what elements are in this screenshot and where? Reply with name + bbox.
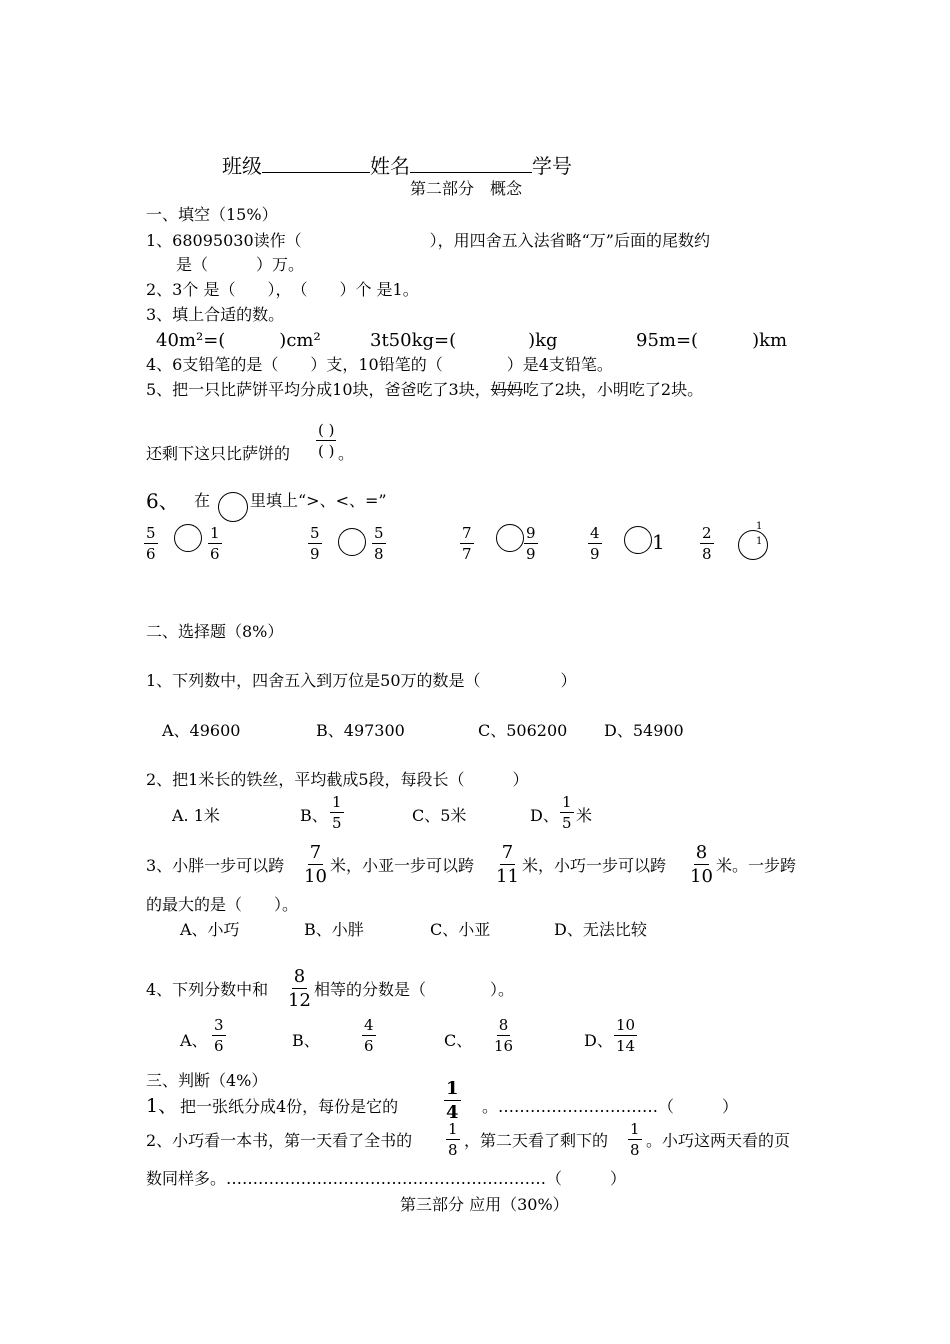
d: 5	[562, 814, 572, 832]
s2-q2: 2、把1米长的铁丝，平均截成5段，每段长（ ）	[146, 770, 529, 789]
d: 8	[448, 1141, 458, 1159]
s2-q4-opt-a-frac	[212, 1018, 226, 1054]
s2-q4-a: 4、下列分数中和	[146, 980, 269, 999]
s3-q2-b: ，第二天看了剩下的	[464, 1131, 609, 1150]
n: 5	[146, 524, 156, 542]
d: 10	[690, 866, 713, 887]
d: 14	[616, 1037, 636, 1055]
class-blank[interactable]	[262, 172, 370, 173]
d: 10	[304, 866, 327, 887]
s3-q1-frac	[444, 1080, 461, 1122]
d: 5	[332, 814, 342, 832]
d: 8	[374, 545, 384, 563]
n: 8	[293, 966, 306, 987]
s1-q5-part-a: 5、把一只比萨饼平均分成10块，爸爸吃了3块，	[146, 380, 491, 399]
s2-q3-frac3	[690, 844, 713, 886]
n: 8	[498, 1016, 509, 1034]
s2-q1-opt-c[interactable]: C、506200	[478, 721, 568, 740]
s2-q4-opt-d-label[interactable]: D、	[584, 1031, 613, 1050]
s2-q2-b-frac	[330, 795, 344, 831]
n: 10	[616, 1016, 636, 1034]
s2-q3-opt-a[interactable]: A、小巧	[180, 920, 240, 939]
s3-q2-c: 。小巧这两天看的页	[646, 1131, 791, 1150]
d: 9	[310, 545, 320, 563]
s1-q5-part-b: 吃了2块，小明吃了2块。	[522, 380, 704, 399]
s1-q3: 3、填上合适的数。	[146, 305, 285, 324]
n: 1	[630, 1120, 640, 1138]
name-label: 姓名	[370, 154, 410, 178]
s2-q4-b: 相等的分数是（ ）。	[314, 980, 515, 999]
s2-q1-opt-b[interactable]: B、497300	[316, 721, 405, 740]
cmp5-circle[interactable]	[738, 530, 768, 560]
s2-q4-opt-b-frac	[362, 1018, 376, 1054]
n: 1	[210, 524, 220, 542]
d: 9	[590, 545, 600, 563]
cmp1-right	[208, 526, 222, 562]
name-blank[interactable]	[410, 172, 532, 173]
s2-q3-line2: 的最大的是（ ）。	[146, 895, 299, 914]
s1-q3-b: 3t50kg=( )kg	[370, 330, 558, 351]
s3-q2-a: 2、小巧看一本书，第一天看了全书的	[146, 1131, 413, 1150]
section3-title: 三、判断（4%）	[146, 1071, 268, 1090]
d: 4	[446, 1102, 459, 1123]
s2-q3-opt-b[interactable]: B、小胖	[304, 920, 364, 939]
s2-q3-frac2	[496, 844, 519, 886]
d: 6	[364, 1037, 374, 1055]
s2-q1: 1、下列数中，四舍五入到万位是50万的数是（ ）	[146, 671, 577, 690]
n: 1	[446, 1078, 459, 1099]
part3-title: 第三部分 应用（30%）	[400, 1195, 569, 1214]
n: 4	[364, 1016, 374, 1034]
cmp1-circle[interactable]	[174, 524, 202, 552]
cmp5-left	[700, 526, 714, 562]
d: 6	[146, 545, 156, 563]
d: 6	[210, 545, 220, 563]
d: 12	[288, 990, 311, 1011]
s1-q5-struck: 妈妈	[490, 380, 523, 399]
cmp4-circle[interactable]	[624, 526, 652, 554]
s3-q1-a: 把一张纸分成4份，每份是它的	[180, 1097, 399, 1116]
n: 9	[526, 524, 536, 542]
d: 8	[630, 1141, 640, 1159]
s3-q1-number: 1、	[146, 1095, 178, 1117]
frac-den: ( )	[318, 442, 335, 460]
s1-q6-text-a: 在	[194, 491, 211, 510]
n: 5	[374, 524, 384, 542]
d: 9	[526, 545, 536, 563]
d: 8	[702, 545, 712, 563]
s2-q2-opt-a[interactable]: A. 1米	[172, 806, 220, 825]
n: 1	[448, 1120, 458, 1138]
s2-q2-d-frac	[560, 795, 574, 831]
s1-q2: 2、3个 是（ ）， （ ）个 是1。	[146, 280, 419, 299]
s1-q5-end: 。	[338, 444, 355, 463]
n: 1	[562, 793, 572, 811]
d: 7	[462, 545, 472, 563]
s2-q4-frac	[288, 968, 311, 1010]
frac-num: ( )	[318, 421, 335, 439]
n: 4	[590, 524, 600, 542]
s2-q3-opt-c[interactable]: C、小亚	[430, 920, 491, 939]
s2-q1-opt-d[interactable]: D、54900	[604, 721, 684, 740]
s1-q5-line1	[146, 377, 703, 400]
n: 5	[310, 524, 320, 542]
cmp3-circle[interactable]	[496, 524, 524, 552]
n: 7	[309, 842, 322, 863]
d: 16	[494, 1037, 514, 1055]
s2-q4-opt-c-label[interactable]: C、	[444, 1031, 473, 1050]
s3-q2-frac2	[628, 1122, 642, 1158]
s2-q4-opt-a-label[interactable]: A、	[180, 1031, 208, 1050]
cmp2-left	[308, 526, 322, 562]
s2-q4-opt-b-label[interactable]: B、	[292, 1031, 320, 1050]
n: 1	[332, 793, 342, 811]
s1-q5-fraction	[316, 423, 336, 459]
n: 8	[695, 842, 708, 863]
s2-q3-frac1	[304, 844, 327, 886]
s1-q1-line2: 是（ ）万。	[176, 255, 305, 274]
class-name-id-header	[222, 150, 572, 179]
s2-q3-c: 米，小巧一步可以跨	[522, 856, 667, 875]
s1-q3-a: 40m²=( )cm²	[156, 330, 321, 351]
example-circle	[218, 492, 248, 522]
s1-q1-line1: 1、68095030读作（ ），用四舍五入法省略“万”后面的尾数约	[146, 231, 710, 250]
d: 1	[756, 536, 763, 547]
d: 6	[214, 1037, 224, 1055]
s2-q3-d: 米。一步跨	[716, 856, 797, 875]
s1-q3-c: 95m=( )km	[636, 330, 788, 351]
d: 11	[496, 866, 519, 887]
cmp2-right	[372, 526, 386, 562]
s2-q2-d-unit: 米	[576, 806, 593, 825]
s2-q1-opt-a[interactable]: A、49600	[162, 721, 241, 740]
s2-q3-b: 米，小亚一步可以跨	[330, 856, 475, 875]
s1-q6-text-b: 里填上“>、<、=”	[250, 491, 387, 510]
cmp3-right	[524, 526, 538, 562]
s2-q3-opt-d[interactable]: D、无法比较	[554, 920, 647, 939]
s2-q2-opt-c[interactable]: C、5米	[412, 806, 467, 825]
s1-q4: 4、6支铅笔的是（ ）支，10铅笔的（ ）是4支铅笔。	[146, 355, 613, 374]
n: 2	[702, 524, 712, 542]
s2-q2-opt-d[interactable]: D、	[530, 806, 559, 825]
n: 7	[462, 524, 472, 542]
s2-q2-opt-b[interactable]: B、	[300, 806, 328, 825]
cmp1-left	[144, 526, 158, 562]
s2-q4-opt-c-frac	[494, 1018, 513, 1054]
n: 3	[214, 1016, 224, 1034]
s1-q5-line2: 还剩下这只比萨饼的	[146, 444, 291, 463]
id-label: 学号	[532, 154, 572, 178]
n: 7	[501, 842, 514, 863]
s2-q3-a: 3、小胖一步可以跨	[146, 856, 285, 875]
part2-title: 第二部分 概念	[410, 179, 523, 198]
cmp4-left	[588, 526, 602, 562]
cmp2-circle[interactable]	[338, 528, 366, 556]
cmp4-right: 1	[652, 530, 665, 554]
s2-q4-opt-d-frac	[614, 1018, 637, 1054]
s3-q1-b: 。…………………………（ ）	[482, 1097, 739, 1116]
section2-title: 二、选择题（8%）	[146, 622, 284, 641]
section1-title: 一、填空（15%）	[146, 205, 278, 224]
cmp3-left	[460, 526, 474, 562]
s3-q2-frac1	[446, 1122, 460, 1158]
class-label: 班级	[222, 154, 262, 178]
s3-q2-line2: 数同样多。……………………………………………………（ ）	[146, 1169, 627, 1188]
n: 1	[756, 521, 763, 532]
s1-q6-number: 6、	[146, 489, 179, 513]
